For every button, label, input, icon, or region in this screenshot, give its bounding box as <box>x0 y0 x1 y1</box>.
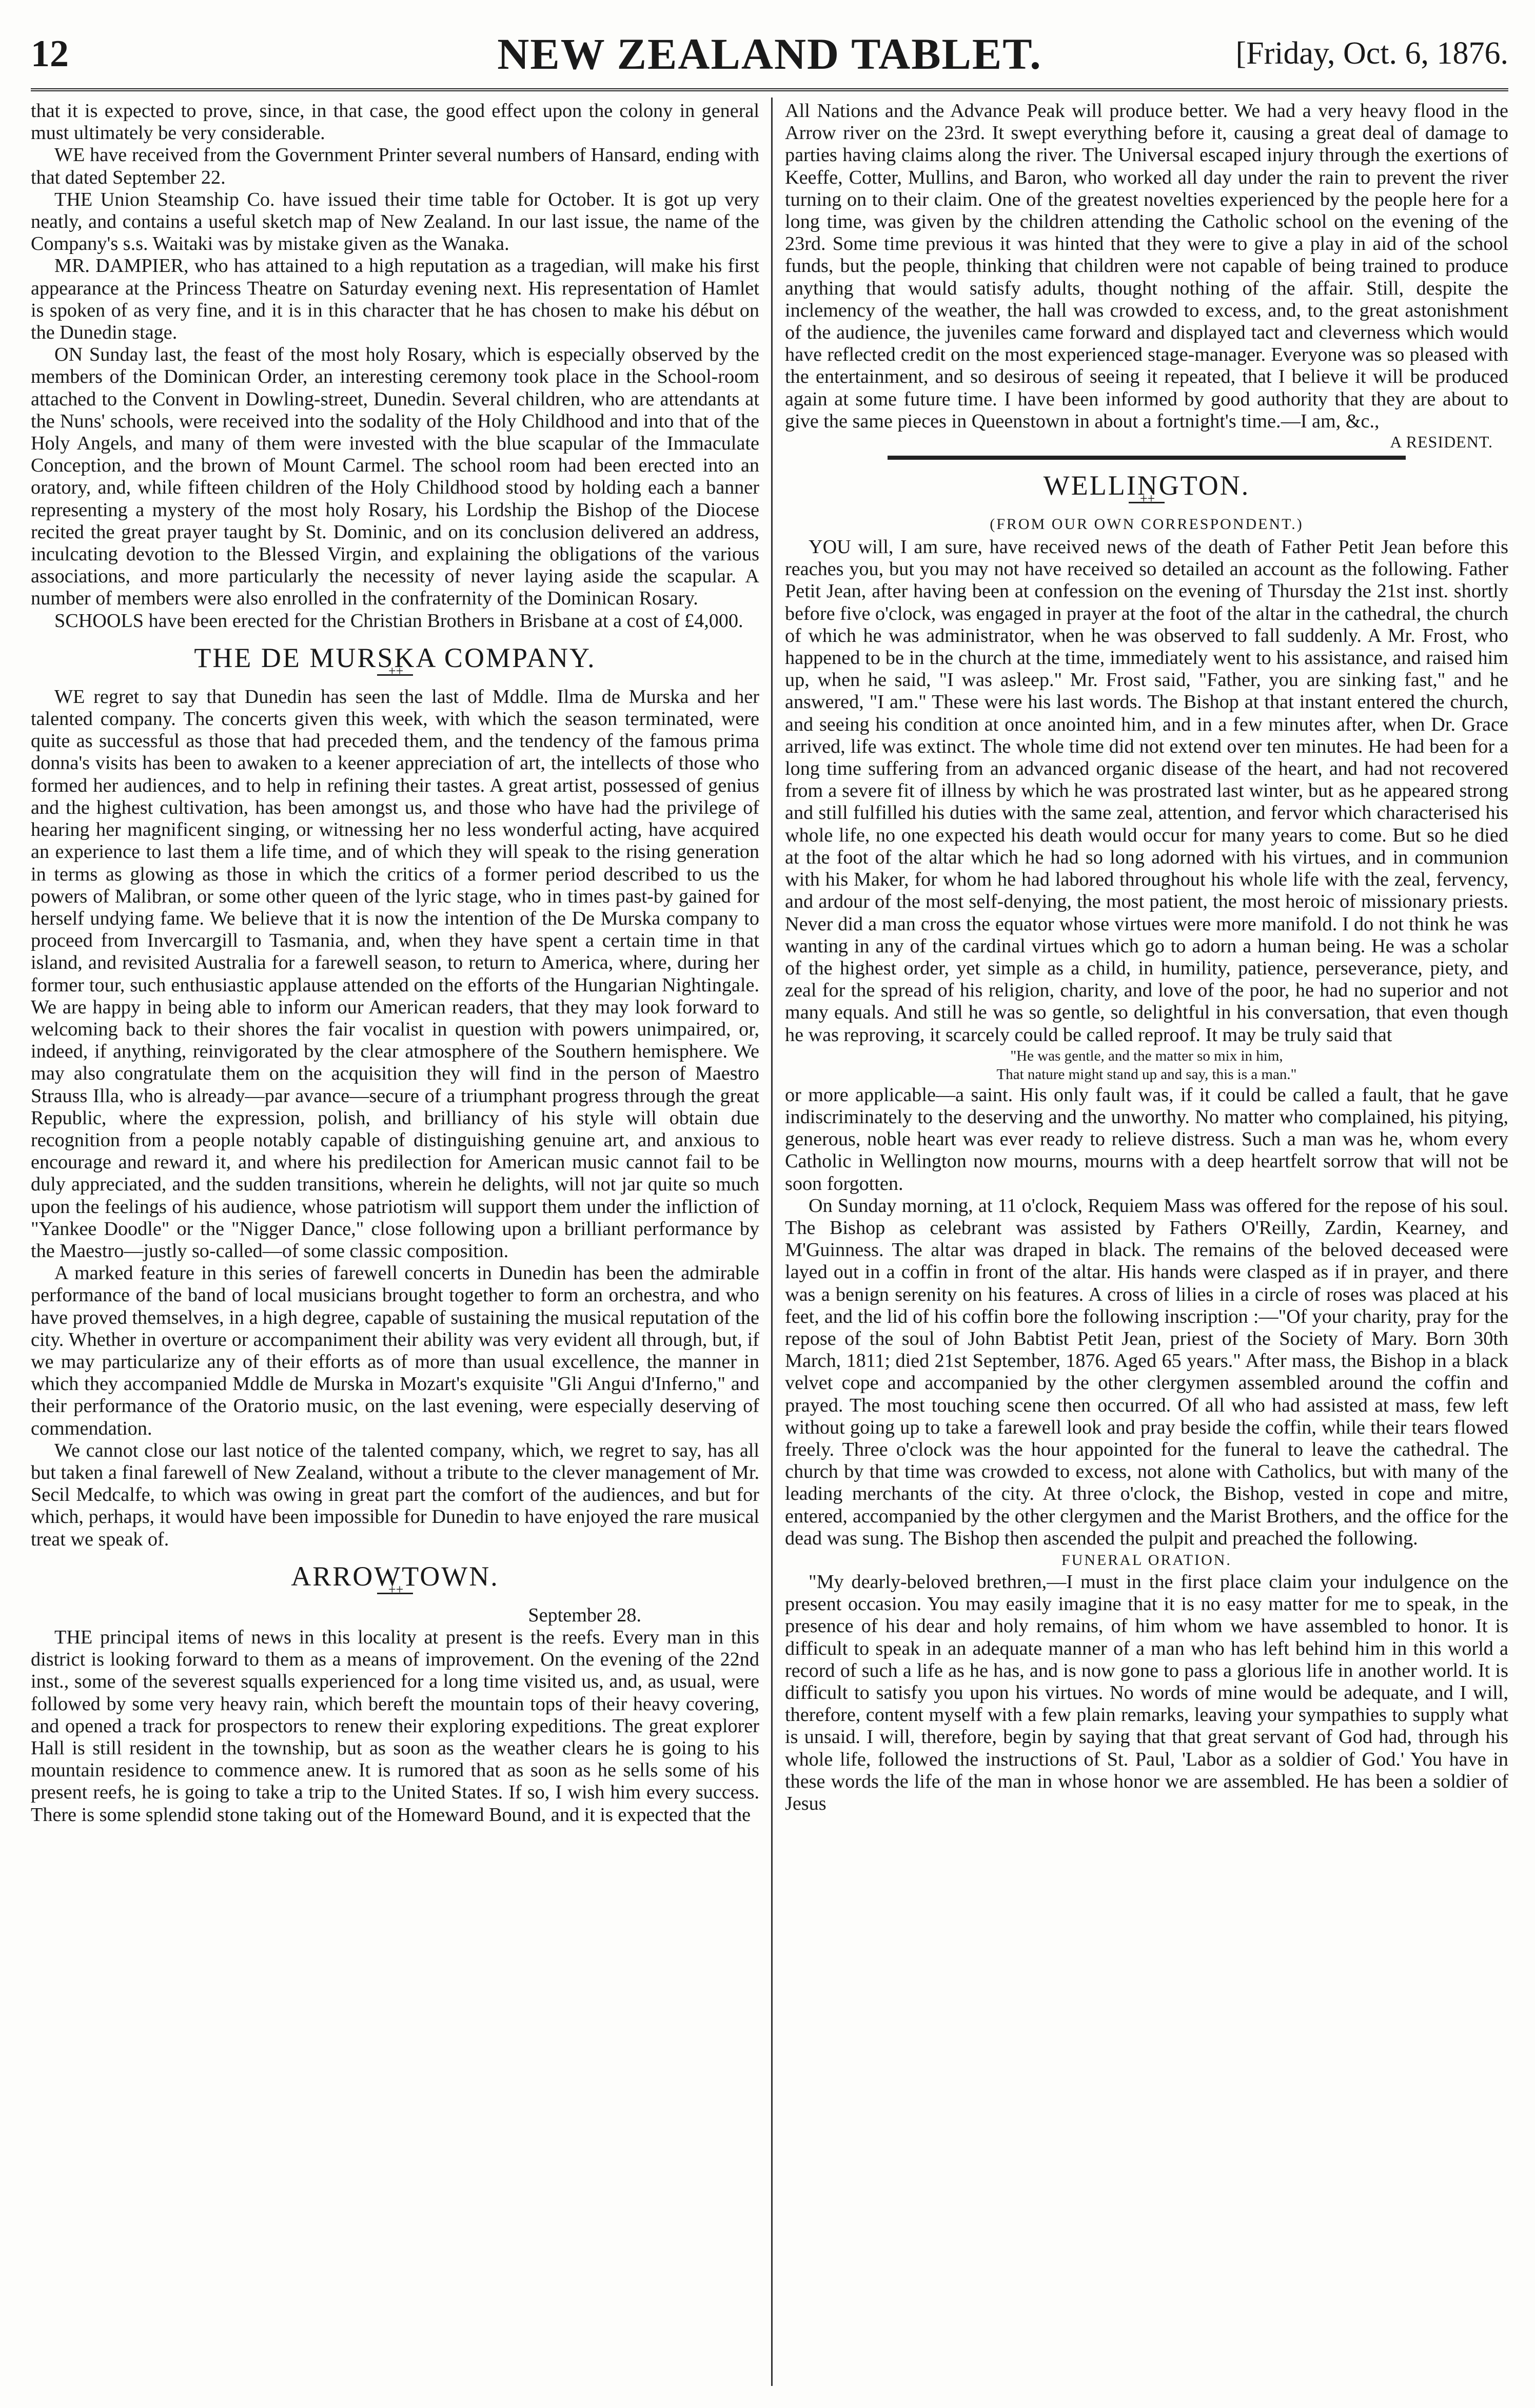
heading-ornament <box>1129 502 1165 511</box>
heading-ornament <box>377 674 413 683</box>
issue-date: [Friday, Oct. 6, 1876. <box>1235 36 1508 71</box>
page-number: 12 <box>31 33 69 75</box>
paragraph: WE regret to say that Dunedin has seen the last of Mddle. Ilma de Murska and her talented company. The concerts given this week, with which the season terminated, were quite as successful as those that had preceded them, and the tendency of the famous prima donna's visits has been to awaken to a keener appreciation of art, the intellects of those who formed her audiences, and to help in refining their tastes. A great artist, possessed of genius and the highest cultivation, has been amongst us, and those who have had the privilege of hearing her magnificent singing, or witnessing her no less wonderful acting, have acquired an experience to last them a life time, and of which they will speak to the rising generation in terms as glowing as those in which the critics of a former period described to us the powers of Malibran, or some other queen of the lyric stage, who in times past-by gained for herself undying fame. We believe that it is now the intention of the De Murska company to proceed from Invercargill to Tasmania, and, when they have spent a certain time in that island, and revisited Australia for a farewell season, to return to America, where, during her former tour, such enthusiastic applause attended on the efforts of the Hungarian Nightingale. We are happy in being able to inform our American readers, that they may look forward to welcoming back to their shores the fair vocalist in question with powers unimpaired, or, indeed, if anything, reinvigorated by the clear atmosphere of the Southern hemisphere. We may also congratulate them on the acquisition they will find in the person of Maestro Strauss Illa, who is already—par avance—secure of a triumphant progress through the great Republic, where the expression, polish, and brilliancy of his style will obtain due recognition from a people notably capable of distinguishing genuine art, and anxious to encourage and reward it, and where his predilection for American music cannot fail to be duly appreciated, and the sudden transitions, wherein he delights, will not jar quite so much upon the feelings of his audience, whose patriotism will support them under the infliction of "Yankee Doodle" or the "Nigger Dance," close following upon a brilliant performance by the Maestro—justly so-called—of some classic composition. <box>31 686 759 1262</box>
paragraph: MR. DAMPIER, who has attained to a high reputation as a tragedian, will make his first appearance at the Princess Theatre on Saturday evening next. His representation of Hamlet is spoken of as very fine, and it is in this character that he has chosen to make his début on the Dunedin stage. <box>31 255 759 344</box>
paragraph: THE principal items of news in this locality at present is the reefs. Every man in this district is looking forward to them as a means of improvement. On the evening of the 22nd inst., some of the severest squalls experienced for a long time visited us, and, as usual, were followed by some very heavy rain, which bereft the mountain tops of their heavy covering, and opened a track for prospectors to renew their exploring expeditions. The great explorer Hall is still resident in the township, but as soon as the weather clears he is going to his mountain residence to commence anew. It is rumored that as soon as he sells some of his present reefs, he is going to take a trip to the United States. If so, I wish him every success. There is some splendid stone taking out of the Homeward Bound, and it is expected that the <box>31 1627 759 1826</box>
paragraph: On Sunday morning, at 11 o'clock, Requiem Mass was offered for the repose of his soul. The Bishop as celebrant was assisted by Fathers O'Reilly, Zardin, Kearney, and M'Guinness. The altar was draped in black. The remains of the beloved deceased were layed out in a coffin in front of the altar. His hands were clasped as if in prayer, and there was a benign serenity on his features. A cross of lilies in a circle of roses was placed at his feet, and the lid of his coffin bore the following inscription :—"Of your charity, pray for the repose of the soul of John Babtist Petit Jean, priest of the Society of Mary. Born 30th March, 1811; died 21st September, 1876. Aged 65 years." After mass, the Bishop in a black velvet cope and accompanied by the other clergymen assembled around the coffin and prayed. The most touching scene then occurred. Of all who had assisted at mass, few left without going up to take a farewell look and pray beside the coffin, while their tears flowed freely. Three o'clock was the hour appointed for the funeral to leave the cathedral. The church by that time was crowded to excess, not alone with Catholics, but with many of the leading merchants of the city. At three o'clock, the Bishop, vested in cope and mitre, entered, accompanied by the other clergymen and the Marist Brothers, and the office for the dead was sung. The Bishop then ascended the pulpit and preached the following. <box>785 1195 1508 1549</box>
heading-ornament <box>377 1593 413 1601</box>
funeral-oration-heading: FUNERAL ORATION. <box>1061 1551 1232 1569</box>
masthead <box>31 28 1508 85</box>
paragraph: We cannot close our last notice of the talented company, which, we regret to say, has all but taken a final farewell of New Zealand, without a tribute to the clever management of Mr. Secil Medcalfe, to which was owing in great part the comfort of the audiences, and but for which, perhaps, it would have been impossible for Dunedin to have enjoyed the rare musical treat we speak of. <box>31 1439 759 1550</box>
paragraph: All Nations and the Advance Peak will produce better. We had a very heavy flood in the Arrow river on the 23rd. It swept everything before it, causing a great deal of damage to parties having claims along the river. The Universal escaped injury through the exertions of Keeffe, Cotter, Mullins, and Baron, who worked all day under the rain to prevent the river turning on to their claim. One of the greatest novelties experienced by the people here for a long time, was given by the children attending the Catholic school on the evening of the 23rd. Some time previous it was hinted that they were to give a play in aid of the school funds, but the people, thinking that children were not capable of being trained to produce anything that would satisfy adults, thought nothing of the affair. Still, despite the inclemency of the weather, the hall was crowded to excess, and, to the great astonishment of the audience, the juveniles came forward and displayed tact and cleverness which would have reflected credit on the most experienced stage-manager. Everyone was so pleased with the entertainment, and so desirous of seeing it repeated, that I believe it will be produced again at some future time. I have been informed by good authority that they are about to give the same pieces in Queenstown in about a fortnight's time.—I am, &c., <box>785 100 1508 432</box>
paragraph: SCHOOLS have been erected for the Christian Brothers in Brisbane at a cost of £4,000. <box>54 610 743 632</box>
paragraph: YOU will, I am sure, have received news of the death of Father Petit Jean before this reaches you, but you may not have received so detailed an account as the following. Father Petit Jean, after having been at confession on the evening of Thursday the 21st inst. shortly before five o'clock, was engaged in prayer at the foot of the altar in the cathedral, the church of which he was administrator, when he was observed to fall suddenly. A Mr. Frost, who happened to be in the church at the time, immediately went to his assistance, and raised him up, when he said, "I was asleep." Mr. Frost said, "Father, you are sinking fast," and he answered, "I am." These were his last words. The Bishop at that instant entered the church, and seeing his condition at once anointed him, and in a few minutes after, when Dr. Grace arrived, life was extinct. The whole time did not extend over ten minutes. He had been for a long time suffering from an advanced organic disease of the heart, and had not recovered from a severe fit of illness by which he was prostrated last winter, but as he appeared strong and still fulfilled his duties with the same zeal, attention, and fervor which characterised his whole life, no one expected his death would occur for many years to come. But so he died at the foot of the altar which he had so long adorned with his virtues, and in communion with his Maker, for whom he had labored throughout his whole life with the zeal, fervency, and ardour of the most self-denying, the most patient, the most heroic of missionary priests. Never did a man cross the equator whose virtues were more manifold. I do not think he was wanting in any of the cardinal virtues which go to adorn a human being. He was a scholar of the highest order, yet simple as a child, in humility, patience, perseverance, piety, and zeal for the spread of his religion, charity, and love of the poor, he had no superior and not many equals. And still he was so gentle, so delightful in his conversation, that even though he was reproving, it scarcely could be called reproof. It may be truly said that <box>785 536 1508 1046</box>
signature: A RESIDENT. <box>1390 433 1493 452</box>
newspaper-title: NEW ZEALAND TABLET. <box>497 29 1042 79</box>
section-heading-arrowtown: ARROWTOWN. <box>291 1560 499 1592</box>
quote-line: That nature might stand up and say, this is a man." <box>996 1066 1297 1083</box>
section-heading-de-murska: THE DE MURSKA COMPANY. <box>194 642 596 673</box>
paragraph: that it is expected to prove, since, in that case, the good effect upon the colony in general must ultimately be very considerable. <box>31 100 759 144</box>
dateline: September 28. <box>528 1604 641 1626</box>
paragraph: THE Union Steamship Co. have issued their time table for October. It is got up very neatly, and contains a useful sketch map of New Zealand. In our last issue, the name of the Company's s.s. Waitaki was by mistake given as the Wanaka. <box>31 188 759 255</box>
masthead-rule <box>31 88 1508 91</box>
right-column <box>785 100 1508 2383</box>
quote-line: "He was gentle, and the matter so mix in him, <box>1010 1047 1283 1064</box>
paragraph: WE have received from the Government Printer several numbers of Hansard, ending with that dated September 22. <box>31 144 759 188</box>
paragraph: or more applicable—a saint. His only fault was, if it could be called a fault, that he gave indiscriminately to the deserving and the unworthy. No matter who complained, his pitying, generous, noble heart was ever ready to relieve distress. Such a man was he, whom every Catholic in Wellington now mourns, mourns with a deep heartfelt sorrow that will not be soon forgotten. <box>785 1084 1508 1195</box>
section-heading-wellington: WELLINGTON. <box>1043 470 1250 501</box>
left-column <box>31 100 759 2383</box>
section-rule <box>888 456 1406 460</box>
column-divider <box>771 97 773 2386</box>
paragraph: "My dearly-beloved brethren,—I must in the first place claim your indulgence on the present occasion. You may easily imagine that it is no easy matter for me to speak, in the presence of his dear and holy remains, of him whom we have assembled to honor. It is difficult to speak in an adequate manner of a man who has left behind him in this world a record of such a life as he has, and is now gone to pass a glorious life in another world. It is difficult to satisfy you upon his virtues. No words of mine would be adequate, and I will, therefore, content myself with a few plain remarks, leaving your sympathies to supply what is unsaid. I will, therefore, begin by saying that that great servant of God had, through his whole life, followed the instructions of St. Paul, 'Labor as a soldier of God.' You have in these words the life of the man in whose honor we are assembled. He has been a soldier of Jesus <box>785 1571 1508 1815</box>
correspondent-line: (FROM OUR OWN CORRESPONDENT.) <box>990 516 1304 533</box>
paragraph: ON Sunday last, the feast of the most holy Rosary, which is especially observed by the members of the Dominican Order, an interesting ceremony took place in the School-room attached to the Convent in Dowling-street, Dunedin. Several children, who are attendants at the Nuns' schools, were received into the sodality of the Holy Childhood and into that of the Holy Angels, and many of them were invested with the blue scapular of the Immaculate Conception, and the brown of Mount Carmel. The school room had been erected into an oratory, and, while fifteen children of the Holy Childhood stood by holding each a banner representing a mystery of the most holy Rosary, his Lordship the Bishop of the Diocese recited the great prayer taught by St. Dominic, and on its conclusion delivered an address, inculcating devotion to the Blessed Virgin, and explaining the obligations of the various associations, and more particularly the necessity of never laying aside the scapular. A number of members were also enrolled in the confraternity of the Dominican Rosary. <box>31 344 759 610</box>
paragraph: A marked feature in this series of farewell concerts in Dunedin has been the admirable performance of the band of local musicians brought together to form an orchestra, and who have proved themselves, in a high degree, capable of sustaining the musical reputation of the city. Whether in overture or accompaniment their ability was very evident all through, but, if we may particularize any of their efforts as of more than usual excellence, the manner in which they accompanied Mddle de Murska in Mozart's exquisite "Gli Angui d'Inferno," and their performance of the Oratorio music, on the last evening, were especially deserving of commendation. <box>31 1262 759 1439</box>
